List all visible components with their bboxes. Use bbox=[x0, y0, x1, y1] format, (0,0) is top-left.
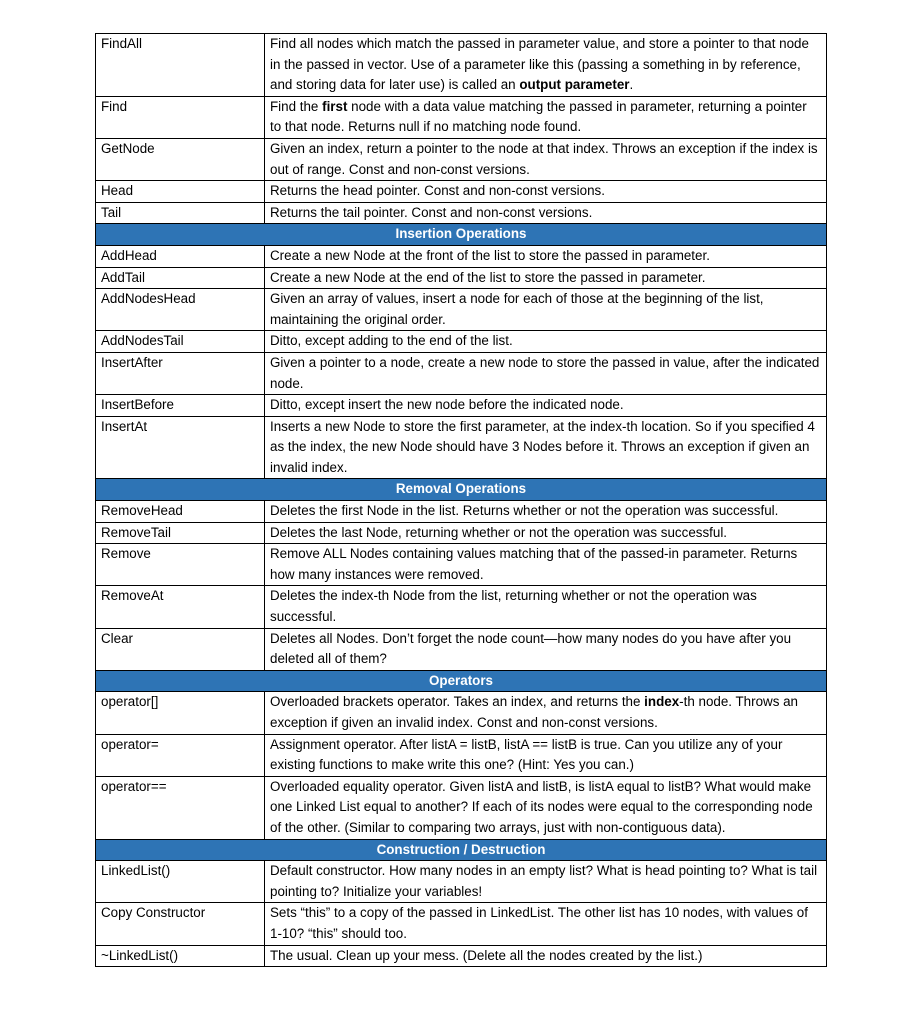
function-description bbox=[265, 861, 827, 903]
table-row bbox=[96, 586, 827, 628]
bold-text: output parameter bbox=[519, 77, 630, 93]
function-description bbox=[265, 586, 827, 628]
function-description bbox=[265, 544, 827, 586]
function-description bbox=[265, 692, 827, 734]
section-header: Removal Operations bbox=[96, 479, 827, 501]
function-description bbox=[265, 522, 827, 544]
function-name: operator[] bbox=[96, 692, 265, 734]
function-description bbox=[265, 352, 827, 394]
function-description bbox=[265, 245, 827, 267]
text-run: Create a new Node at the front of the list to store the passed in parameter. bbox=[270, 247, 710, 263]
function-description bbox=[265, 945, 827, 967]
table-row bbox=[96, 96, 827, 138]
function-name: operator== bbox=[96, 776, 265, 839]
table-row bbox=[96, 331, 827, 353]
text-run: Inserts a new Node to store the first parameter, at the index-th location. So if you specified 4 as the index, the new Node should have 3 Nodes before it. Throws an exception if given an invalid index. bbox=[270, 418, 815, 475]
function-name: AddNodesHead bbox=[96, 289, 265, 331]
text-run: Given an array of values, insert a node for each of those at the beginning of the list, maintaining the original order. bbox=[270, 291, 764, 327]
text-run: Returns the head pointer. Const and non-const versions. bbox=[270, 183, 605, 199]
function-name: InsertAfter bbox=[96, 352, 265, 394]
function-name: ~LinkedList() bbox=[96, 945, 265, 967]
text-run: Overloaded equality operator. Given listA and listB, is listA equal to listB? What would make one Linked List equal to another? If each of its nodes were equal to the corresponding node of the other. (Similar to comparing two arrays, just with non-contiguous data). bbox=[270, 778, 813, 835]
function-description bbox=[265, 289, 827, 331]
table-row bbox=[96, 267, 827, 289]
table-row bbox=[96, 202, 827, 224]
text-run: Remove ALL Nodes containing values matching that of the passed-in parameter. Returns how many instances were removed. bbox=[270, 546, 798, 582]
function-name: RemoveTail bbox=[96, 522, 265, 544]
table-row bbox=[96, 34, 827, 97]
text-run: node with a data value matching the passed in parameter, returning a pointer to that node. Returns null if no matching node found. bbox=[270, 98, 807, 135]
function-description bbox=[265, 34, 827, 97]
text-run: Sets “this” to a copy of the passed in LinkedList. The other list has 10 nodes, with values of 1-10? “this” should too. bbox=[270, 905, 808, 941]
text-run: Deletes all Nodes. Don’t forget the node count—how many nodes do you have after you deleted all of them? bbox=[270, 630, 792, 667]
function-name: AddNodesTail bbox=[96, 331, 265, 353]
section-header-row bbox=[96, 839, 827, 861]
bold-text: first bbox=[322, 98, 348, 114]
text-run: Find all nodes which match the passed in parameter value, and store a pointer to that node in the passed in vector. Use of a parameter like this (passing a something in by reference, and storing data for later use) is called an bbox=[270, 36, 809, 93]
table-row bbox=[96, 903, 827, 945]
function-description bbox=[265, 181, 827, 203]
section-header: Operators bbox=[96, 670, 827, 692]
text-run: The usual. Clean up your mess. (Delete all the nodes created by the list.) bbox=[270, 947, 703, 963]
table-row bbox=[96, 416, 827, 479]
table-row bbox=[96, 544, 827, 586]
text-run: . bbox=[629, 77, 634, 93]
text-run: Deletes the first Node in the list. Returns whether or not the operation was successful. bbox=[270, 503, 779, 519]
function-name: InsertAt bbox=[96, 416, 265, 479]
function-description bbox=[265, 202, 827, 224]
table-row bbox=[96, 245, 827, 267]
section-header-row bbox=[96, 670, 827, 692]
function-name: RemoveAt bbox=[96, 586, 265, 628]
table-row bbox=[96, 501, 827, 523]
function-description bbox=[265, 628, 827, 670]
text-run: Deletes the last Node, returning whether or not the operation was successful. bbox=[270, 524, 728, 540]
table-row bbox=[96, 776, 827, 839]
function-name: operator= bbox=[96, 734, 265, 776]
section-header-row bbox=[96, 224, 827, 246]
section-header: Insertion Operations bbox=[96, 224, 827, 246]
text-run: Returns the tail pointer. Const and non-const versions. bbox=[270, 204, 593, 220]
function-name: InsertBefore bbox=[96, 395, 265, 417]
function-description bbox=[265, 138, 827, 180]
table-row bbox=[96, 861, 827, 903]
text-run: Overloaded brackets operator. Takes an index, and returns the bbox=[270, 694, 645, 710]
function-name: AddTail bbox=[96, 267, 265, 289]
function-description bbox=[265, 96, 827, 138]
linked-list-function-table bbox=[95, 33, 827, 967]
text-run: Default constructor. How many nodes in an empty list? What is head pointing to? What is tail pointing to? Initialize your variables! bbox=[270, 863, 818, 899]
table-row bbox=[96, 945, 827, 967]
text-run: Given an index, return a pointer to the node at that index. Throws an exception if the index is out of range. Const and non-const versions. bbox=[270, 140, 818, 177]
function-name: RemoveHead bbox=[96, 501, 265, 523]
text-run: Ditto, except insert the new node before the indicated node. bbox=[270, 397, 624, 413]
function-name: Tail bbox=[96, 202, 265, 224]
text-run: Ditto, except adding to the end of the list. bbox=[270, 333, 513, 349]
table-body bbox=[96, 34, 827, 967]
text-run: Given a pointer to a node, create a new node to store the passed in value, after the indicated node. bbox=[270, 354, 820, 391]
table-row bbox=[96, 289, 827, 331]
table-row bbox=[96, 522, 827, 544]
function-name: LinkedList() bbox=[96, 861, 265, 903]
section-header-row bbox=[96, 479, 827, 501]
function-description bbox=[265, 903, 827, 945]
function-description bbox=[265, 395, 827, 417]
table-row bbox=[96, 138, 827, 180]
function-name: GetNode bbox=[96, 138, 265, 180]
function-name: Head bbox=[96, 181, 265, 203]
function-name: Clear bbox=[96, 628, 265, 670]
section-header: Construction / Destruction bbox=[96, 839, 827, 861]
text-run: Find the bbox=[270, 98, 323, 114]
function-name: Copy Constructor bbox=[96, 903, 265, 945]
function-description bbox=[265, 331, 827, 353]
table-row bbox=[96, 692, 827, 734]
function-description bbox=[265, 501, 827, 523]
table-row bbox=[96, 181, 827, 203]
function-name: FindAll bbox=[96, 34, 265, 97]
function-name: Remove bbox=[96, 544, 265, 586]
function-name: Find bbox=[96, 96, 265, 138]
text-run: Create a new Node at the end of the list to store the passed in parameter. bbox=[270, 269, 706, 285]
text-run: -th node. Throws an exception if given an invalid index. Const and non-const versions. bbox=[270, 694, 799, 730]
text-run: Assignment operator. After listA = listB, listA == listB is true. Can you utilize any of your existing functions to make write this one? (Hint: Yes you can.) bbox=[270, 736, 783, 773]
function-name: AddHead bbox=[96, 245, 265, 267]
table-row bbox=[96, 734, 827, 776]
function-description bbox=[265, 267, 827, 289]
table-row bbox=[96, 352, 827, 394]
bold-text: index bbox=[644, 694, 680, 710]
table-row bbox=[96, 628, 827, 670]
text-run: Deletes the index-th Node from the list, returning whether or not the operation was successful. bbox=[270, 588, 757, 625]
function-description bbox=[265, 776, 827, 839]
function-description bbox=[265, 734, 827, 776]
function-description bbox=[265, 416, 827, 479]
table-row bbox=[96, 395, 827, 417]
